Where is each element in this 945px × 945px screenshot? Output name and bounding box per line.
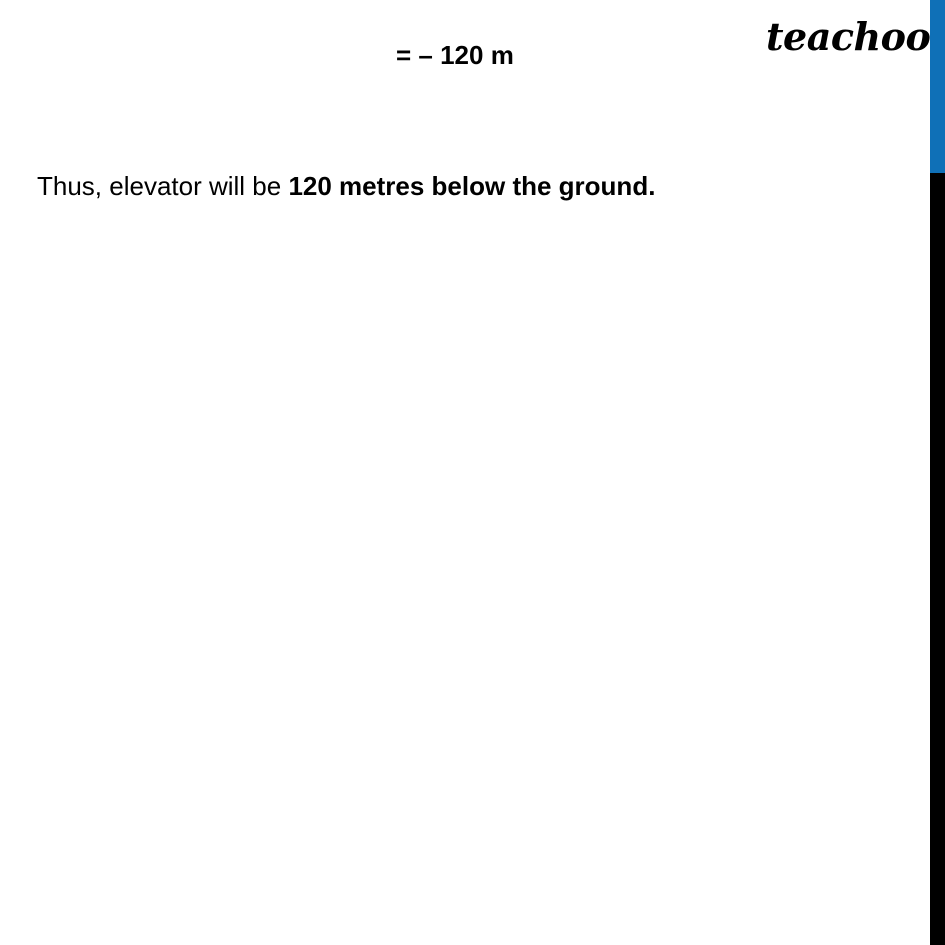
equation-result: = – 120 m — [396, 40, 514, 70]
conclusion-sentence — [37, 171, 655, 202]
teachoo-logo: teachoo — [766, 14, 931, 59]
conclusion-prefix: Thus, elevator will be — [37, 171, 289, 201]
sidebar-accent — [930, 0, 945, 173]
conclusion-emphasis: 120 metres below the ground. — [288, 171, 656, 201]
right-sidebar-bar — [930, 0, 945, 945]
